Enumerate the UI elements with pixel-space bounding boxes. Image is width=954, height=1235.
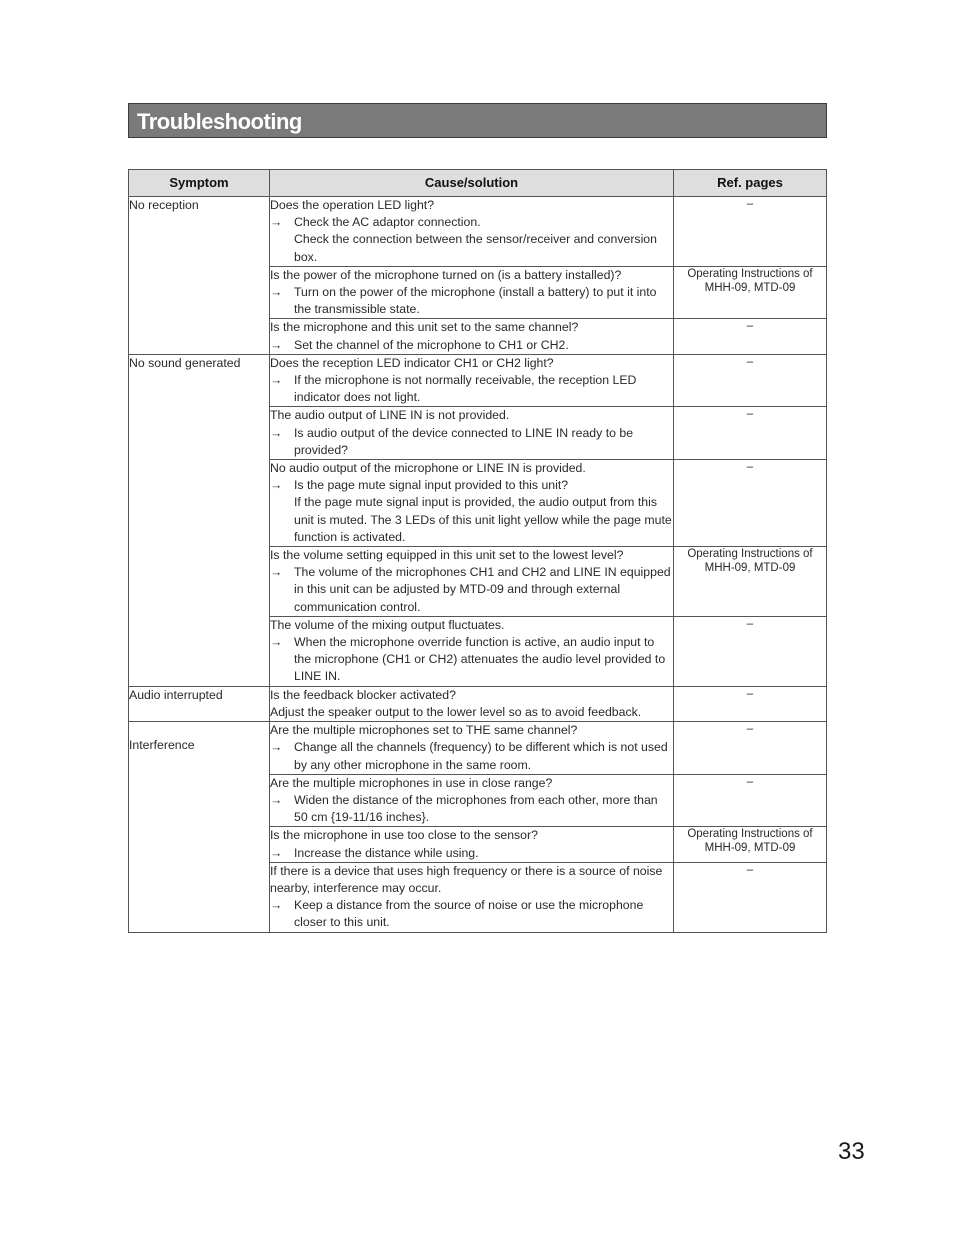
cause-question: If there is a device that uses high frequency or there is a source of noise nearby, interference may occur. bbox=[270, 863, 663, 895]
symptom-cell: No sound generated bbox=[129, 354, 270, 686]
cause-question: Is the microphone and this unit set to the same channel? bbox=[270, 320, 579, 335]
ref-cell: – bbox=[674, 722, 827, 775]
troubleshooting-table bbox=[128, 169, 827, 933]
ref-cell: – bbox=[674, 616, 827, 686]
cause-cell bbox=[270, 266, 674, 319]
solution-note: Check the connection between the sensor/receiver and conversion box. bbox=[294, 232, 657, 264]
cause-cell bbox=[270, 616, 674, 686]
arrow-icon: → bbox=[270, 565, 283, 580]
cause-question: The volume of the mixing output fluctuates. bbox=[270, 617, 505, 632]
table-row bbox=[129, 197, 827, 267]
solution-note: If the page mute signal input is provided, the audio output from this unit is muted. The 3 LEDs of this unit light yellow while the page mute function is activated. bbox=[294, 495, 672, 544]
solution-step: Is audio output of the device connected to LINE IN ready to be provided? bbox=[294, 425, 634, 457]
cause-question: Is the feedback blocker activated? bbox=[270, 687, 456, 702]
ref-cell: Operating Instructions of MHH-09, MTD-09 bbox=[674, 827, 827, 862]
header-cause-solution: Cause/solution bbox=[270, 170, 674, 197]
ref-cell: – bbox=[674, 862, 827, 932]
section-title-bar bbox=[128, 103, 827, 138]
cause-question: Does the operation LED light? bbox=[270, 198, 435, 212]
solution-text: Adjust the speaker output to the lower level so as to avoid feedback. bbox=[270, 704, 642, 719]
arrow-icon: → bbox=[270, 285, 283, 300]
arrow-icon: → bbox=[270, 373, 283, 388]
table-header-row bbox=[129, 170, 827, 197]
cause-cell bbox=[270, 774, 674, 827]
cause-question: Is the microphone in use too close to the sensor? bbox=[270, 828, 538, 843]
arrow-icon: → bbox=[270, 215, 283, 230]
cause-cell bbox=[270, 722, 674, 775]
solution-step: Set the channel of the microphone to CH1 or CH2. bbox=[294, 337, 569, 352]
arrow-icon: → bbox=[270, 740, 283, 755]
page-title: Troubleshooting bbox=[137, 108, 302, 134]
arrow-icon: → bbox=[270, 337, 283, 352]
cause-question: Is the volume setting equipped in this unit set to the lowest level? bbox=[270, 548, 624, 563]
cause-question: No audio output of the microphone or LINE IN is provided. bbox=[270, 461, 586, 476]
page-number: 33 bbox=[838, 1138, 865, 1165]
cause-cell bbox=[270, 197, 674, 267]
arrow-icon: → bbox=[270, 635, 283, 650]
cause-cell bbox=[270, 547, 674, 617]
arrow-icon: → bbox=[270, 898, 283, 913]
arrow-icon: → bbox=[270, 845, 283, 860]
ref-cell: – bbox=[674, 197, 827, 267]
solution-step: Increase the distance while using. bbox=[294, 845, 479, 860]
cause-question: Does the reception LED indicator CH1 or CH2 light? bbox=[270, 355, 554, 370]
symptom-cell: Audio interrupted bbox=[129, 686, 270, 721]
cause-cell bbox=[270, 354, 674, 407]
solution-step: Keep a distance from the source of noise or use the microphone closer to this unit. bbox=[294, 898, 644, 930]
ref-cell: – bbox=[674, 407, 827, 460]
symptom-label: Interference bbox=[129, 738, 195, 753]
symptom-cell bbox=[129, 722, 270, 932]
cause-cell bbox=[270, 407, 674, 460]
cause-question: Are the multiple microphones in use in close range? bbox=[270, 775, 553, 790]
arrow-icon: → bbox=[270, 792, 283, 807]
cause-cell bbox=[270, 319, 674, 354]
ref-cell: – bbox=[674, 686, 827, 721]
ref-cell: Operating Instructions of MHH-09, MTD-09 bbox=[674, 266, 827, 319]
cause-cell bbox=[270, 827, 674, 862]
solution-step: Turn on the power of the microphone (install a battery) to put it into the transmissible state. bbox=[294, 285, 657, 317]
solution-step: When the microphone override function is active, an audio input to the microphone (CH1 or CH2) attenuates the audio level provided to LINE IN. bbox=[294, 635, 666, 684]
ref-cell: Operating Instructions of MHH-09, MTD-09 bbox=[674, 547, 827, 617]
ref-cell: – bbox=[674, 460, 827, 547]
cause-question: The audio output of LINE IN is not provided. bbox=[270, 408, 510, 423]
arrow-icon: → bbox=[270, 425, 283, 440]
cause-cell bbox=[270, 862, 674, 932]
header-ref-pages: Ref. pages bbox=[674, 170, 827, 197]
solution-step: Is the page mute signal input provided to this unit? bbox=[294, 478, 569, 493]
solution-step: Check the AC adaptor connection. bbox=[294, 215, 481, 230]
symptom-cell: No reception bbox=[129, 197, 270, 355]
table-row bbox=[129, 722, 827, 775]
header-symptom: Symptom bbox=[129, 170, 270, 197]
cause-question: Is the power of the microphone turned on (is a battery installed)? bbox=[270, 267, 622, 282]
solution-step: Widen the distance of the microphones from each other, more than 50 cm {19-11/16 inches}. bbox=[294, 792, 658, 825]
arrow-icon: → bbox=[270, 478, 283, 493]
table-row bbox=[129, 686, 827, 721]
table-row bbox=[129, 354, 827, 407]
ref-cell: – bbox=[674, 354, 827, 407]
cause-cell bbox=[270, 686, 674, 721]
solution-step: If the microphone is not normally receivable, the reception LED indicator does not light. bbox=[294, 373, 637, 405]
solution-step: The volume of the microphones CH1 and CH2 and LINE IN equipped in this unit can be adjusted by MTD-09 and through external communication control. bbox=[294, 565, 671, 614]
ref-cell: – bbox=[674, 319, 827, 354]
ref-cell: – bbox=[674, 774, 827, 827]
solution-step: Change all the channels (frequency) to be different which is not used by any other microphone in the same room. bbox=[294, 740, 668, 772]
cause-cell bbox=[270, 460, 674, 547]
cause-question: Are the multiple microphones set to THE same channel? bbox=[270, 723, 578, 738]
